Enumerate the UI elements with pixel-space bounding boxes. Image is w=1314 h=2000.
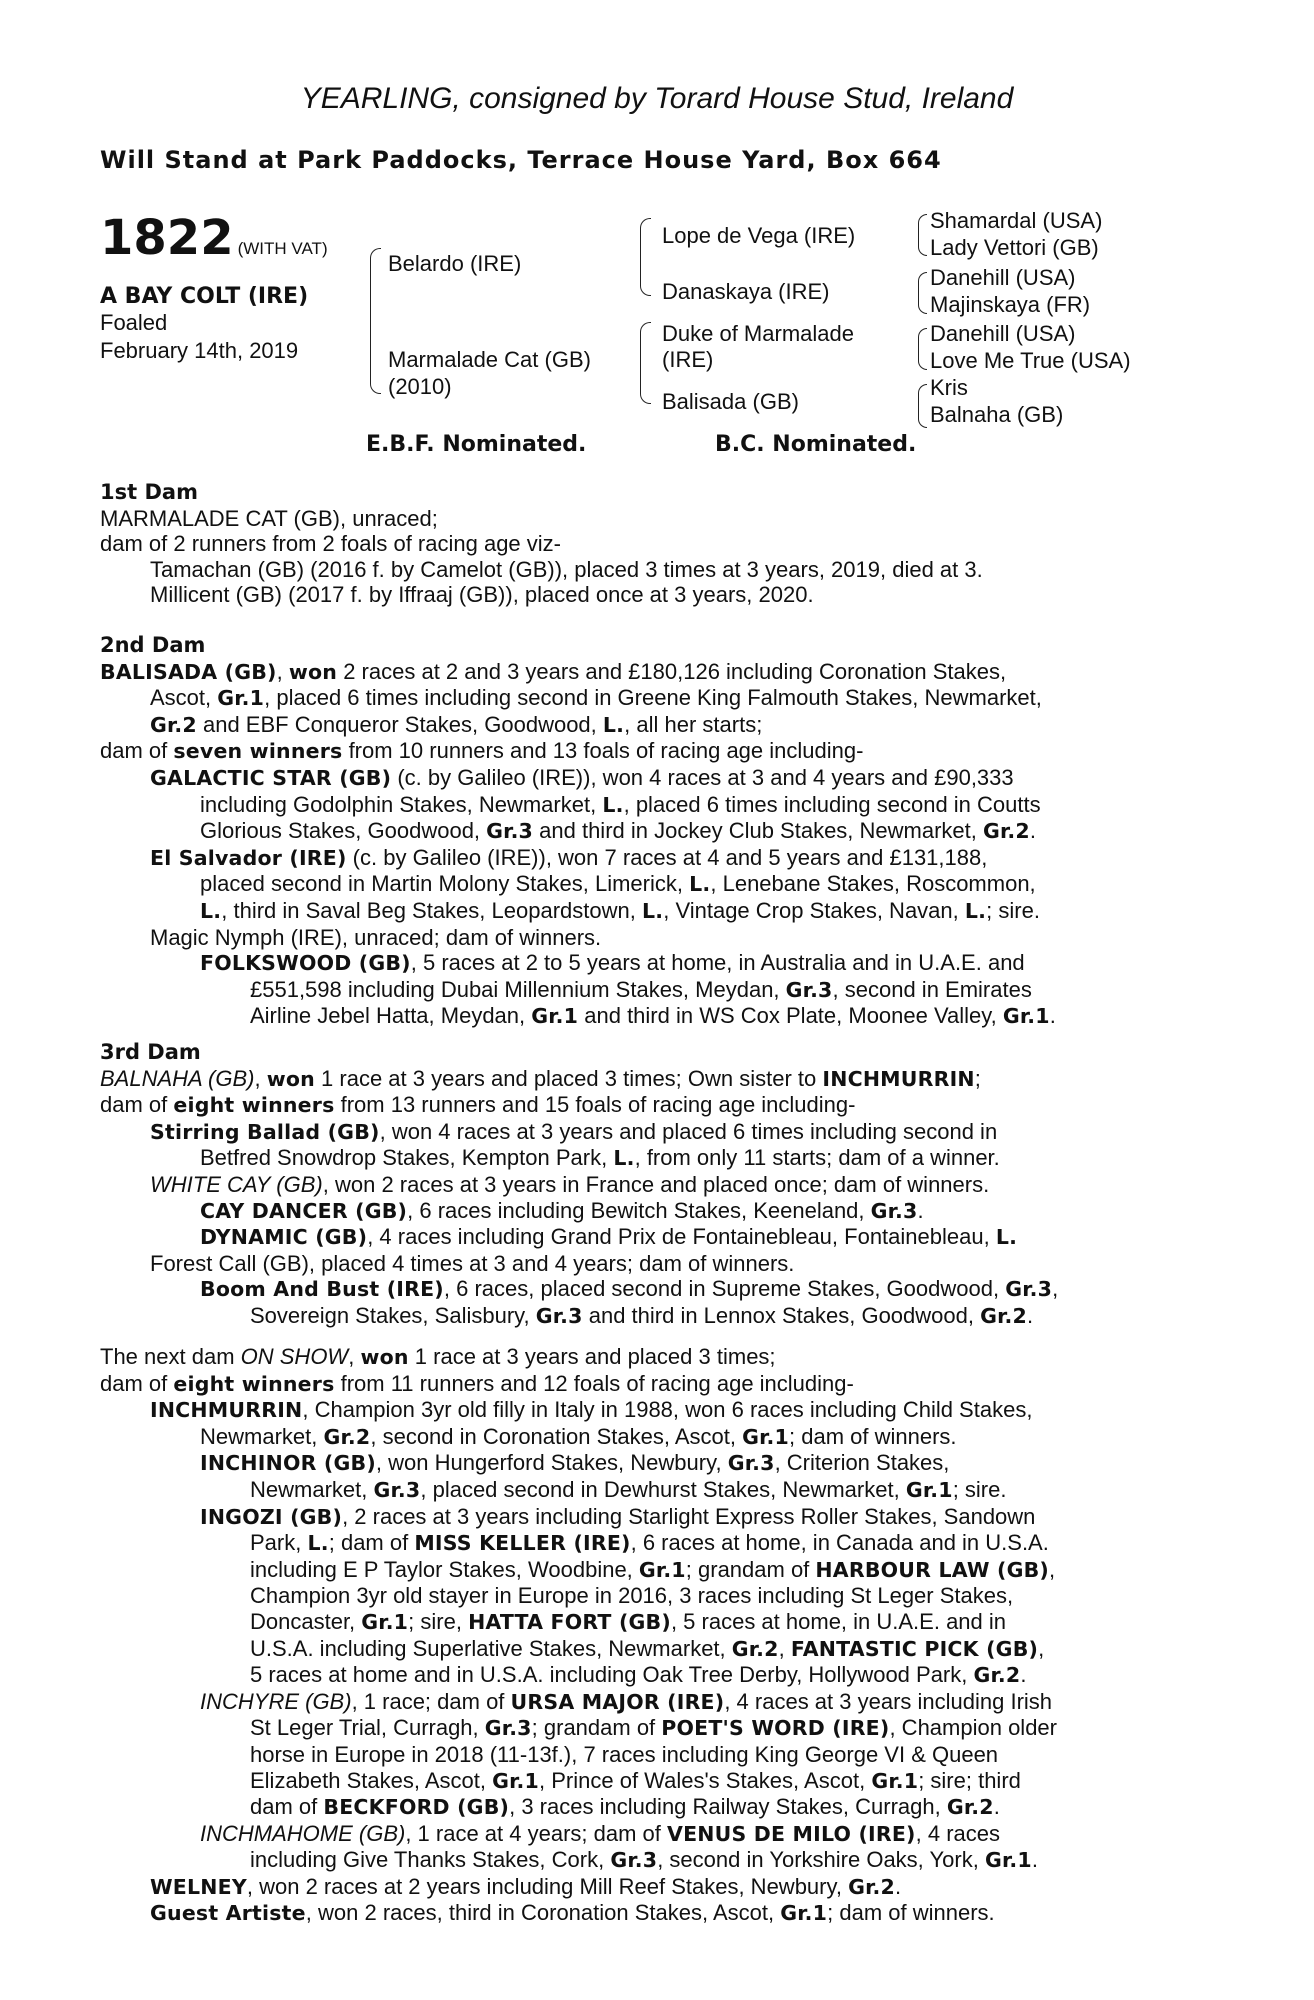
text: , won Hungerford Stakes, Newbury, [375,1450,728,1476]
next-dam-line [100,1344,1210,1371]
grade-label: Gr.1 [361,1609,409,1634]
next-dam-line [100,1371,1210,1398]
text: , [1049,1556,1056,1582]
horse-name: GALACTIC STAR (GB) [150,765,392,790]
progeny-line [100,1424,1210,1451]
text: ; grandam of [531,1715,662,1741]
progeny-line [100,1172,1210,1198]
listed-label: L. [307,1531,329,1556]
text: 1 race at 3 years and placed 3 times; [408,1344,776,1369]
text: , 3 races including Railway Stakes, Curragh, [509,1794,947,1820]
horse-name: WELNEY [150,1874,247,1899]
grade-label: Gr.1 [531,1004,579,1029]
text: , 6 races at home, in Canada and in U.S.A. [630,1530,1049,1556]
text: including Give Thanks Stakes, Cork, [250,1847,611,1873]
progeny-line [100,898,1210,925]
listed-label: L. [602,792,624,817]
text: , 1 race; dam of [351,1688,511,1714]
won-label: won [360,1345,409,1369]
progeny-line [100,1477,1210,1504]
text: dam of [100,1370,174,1396]
text: , won 2 races, third in Coronation Stakes, Ascot, [305,1900,781,1926]
horse-name: CAY DANCER (GB) [200,1198,408,1223]
text: dam of [100,738,174,764]
horse-name: Guest Artiste [150,1901,306,1926]
text: . [1049,1003,1056,1029]
text: Glorious Stakes, Goodwood, [200,818,487,844]
text: £551,598 including Dubai Millennium Stakes, Meydan, [250,976,786,1002]
pedigree-brace-sd [918,272,927,314]
text: Elizabeth Stakes, Ascot, [250,1767,493,1793]
grade-label: Gr.2 [983,819,1030,844]
pedigree-sd-sire: Danehill (USA) [930,265,1076,290]
horse-name: INCHMURRIN [822,1066,975,1091]
third-dam-line [100,1092,1210,1119]
grade-label: Gr.3 [785,977,833,1002]
text: Park, [250,1530,308,1556]
text: , won 2 races at 2 years including Mill Reef Stakes, Newbury, [246,1873,849,1899]
text: ; dam of [328,1530,415,1556]
progeny-line [100,1715,1210,1742]
first-dam-title: 1st Dam [100,480,198,504]
text: placed second in Martin Molony Stakes, Limerick, [200,871,690,897]
progeny-line [100,1794,1210,1821]
grade-label: Gr.3 [484,1716,532,1741]
text: The next dam [100,1344,241,1369]
grade-label: Gr.3 [1005,1277,1053,1302]
text: , Champion 3yr old filly in Italy in 1988, won 6 races including Child Stakes, [302,1397,1033,1423]
listed-label: L. [613,1146,635,1171]
text: from 13 runners and 15 foals of racing age including- [334,1092,856,1118]
pedigree-sire: Belardo (IRE) [388,251,522,276]
horse-name: INCHINOR (GB) [200,1451,376,1476]
text: , Criterion Stakes, [774,1450,950,1476]
first-dam-section [100,480,1210,608]
grade-label: Gr.1 [217,686,265,711]
horse-name: El Salvador (IRE) [150,845,347,870]
second-dam-line [100,659,1210,686]
progeny-line [100,1276,1210,1303]
text: (c. by Galileo (IRE)), won 7 races at 4 and 5 years and £131,188, [346,844,988,870]
progeny-line [100,1900,1210,1927]
horse-name: BALISADA (GB) [100,659,277,684]
grade-label: Gr.2 [980,1303,1027,1328]
second-dam-line [100,712,1210,739]
progeny-line [100,1303,1210,1330]
text: Newmarket, [200,1423,324,1449]
pedigree-brace-ss [918,214,927,256]
progeny-line [100,1003,1210,1030]
winners-count: seven winners [173,739,343,764]
horse-name: HATTA FORT (GB) [468,1609,671,1634]
lot-number: 1822 [100,210,234,266]
text: , placed second in Dewhurst Stakes, Newmarket, [420,1476,906,1502]
horse-name: URSA MAJOR (IRE) [510,1689,725,1714]
text: , from only 11 starts; dam of a winner. [634,1145,1000,1171]
text: 5 races at home and in U.S.A. including Oak Tree Derby, Hollywood Park, [250,1662,974,1688]
grade-label: Gr.1 [984,1848,1032,1873]
text: , [778,1635,785,1661]
text: 2 races at 2 and 3 years and £180,126 including Coronation Stakes, [337,658,1007,684]
listed-label: L. [995,1225,1018,1250]
progeny-line: Champion 3yr old stayer in Europe in 2016, 3 races including St Leger Stakes, [250,1583,1014,1609]
second-dam-title: 2nd Dam [100,633,206,657]
pedigree-ds-dam: Love Me True (USA) [930,348,1131,373]
listed-label: L. [602,712,625,737]
pedigree-brace-ds [918,328,927,370]
text: and third in WS Cox Plate, Moonee Valley, [578,1003,1003,1029]
grade-label: Gr.2 [150,712,197,737]
grade-label: Gr.1 [905,1477,953,1502]
horse-name: WHITE CAY (GB) [150,1171,323,1197]
text: , Champion older [889,1715,1057,1741]
progeny-line [100,1662,1210,1689]
progeny-line [100,818,1210,845]
grade-label: Gr.3 [870,1198,918,1223]
horse-name: MISS KELLER (IRE) [414,1531,631,1556]
first-dam-progeny: Millicent (GB) (2017 f. by Iffraaj (GB)), placed once at 3 years, 2020. [150,582,814,608]
progeny-line [100,1874,1210,1901]
horse-name: FOLKSWOOD (GB) [200,951,411,976]
grade-label: Gr.2 [946,1795,994,1820]
text: , 6 races including Bewitch Stakes, Keeneland, [407,1197,871,1223]
pedigree-dd-dam: Balnaha (GB) [930,402,1064,427]
listed-label: L. [964,898,987,923]
text: Betfred Snowdrop Stakes, Kempton Park, [200,1145,614,1171]
pedigree-ss-dam: Lady Vettori (GB) [930,235,1099,260]
second-dam-line [100,738,1210,765]
lot-description: A BAY COLT (IRE) [100,284,309,309]
pedigree-dd-sire: Kris [930,375,968,400]
text: . [1031,1847,1038,1873]
horse-name: BECKFORD (GB) [323,1795,510,1820]
text: , won 2 races at 3 years in France and placed once; dam of winners. [322,1171,990,1197]
progeny-line [100,871,1210,898]
grade-label: Gr.1 [871,1768,919,1793]
pedigree-dam-year: (2010) [388,374,452,399]
pedigree-ds-sire: Danehill (USA) [930,321,1076,346]
won-label: won [288,659,338,684]
text: , second in Yorkshire Oaks, York, [657,1847,985,1873]
pedigree-sd-dam: Majinskaya (FR) [930,292,1091,317]
pedigree-dam-sire-2: (IRE) [662,347,714,372]
progeny-line [100,1847,1210,1874]
text: Sovereign Stakes, Salisbury, [250,1302,536,1328]
second-dam-line [100,685,1210,712]
text: , Prince of Wales's Stakes, Ascot, [539,1767,872,1793]
progeny-line [100,1636,1210,1663]
text: dam of [250,1794,324,1820]
text: Ascot, [150,685,218,711]
text: Airline Jebel Hatta, Meydan, [250,1003,532,1029]
progeny-line [100,1198,1210,1225]
lot-info [100,210,360,365]
horse-name: INCHYRE (GB) [200,1688,352,1714]
pedigree-dam-dam: Balisada (GB) [662,389,799,414]
foaled-date: February 14th, 2019 [100,338,299,363]
venue-line: Will Stand at Park Paddocks, Terrace House Yard, Box 664 [100,146,942,174]
third-dam-line [100,1066,1210,1093]
first-dam-progeny: Tamachan (GB) (2016 f. by Camelot (GB)), placed 3 times at 3 years, 2019, died at 3. [150,556,983,582]
comma: , [254,1065,261,1091]
won-label: won [266,1066,315,1091]
progeny-line [100,1609,1210,1636]
comma: , [276,658,283,684]
ebf-nominated: E.B.F. Nominated. [366,432,587,457]
text: Doncaster, [250,1608,362,1634]
text: and third in Lennox Stakes, Goodwood, [582,1302,981,1328]
horse-name: ON SHOW [240,1344,349,1369]
listed-label: L. [200,898,222,923]
second-dam-section [100,633,1210,1030]
horse-name: POET'S WORD (IRE) [661,1716,890,1741]
text: ; dam of winners. [827,1900,995,1926]
text: from 11 runners and 12 foals of racing age including- [334,1370,854,1396]
text: and EBF Conqueror Stakes, Goodwood, [196,711,603,737]
progeny-line [100,765,1210,792]
grade-label: Gr.1 [492,1768,540,1793]
text: , 2 races at 3 years including Starlight Express Roller Stakes, Sandown [342,1503,1036,1529]
progeny-line [100,792,1210,819]
text: , Lenebane Stakes, Roscommon, [710,871,1036,897]
progeny-line [100,1397,1210,1424]
progeny-line [100,1821,1210,1848]
text: ; [974,1065,981,1091]
progeny-line: horse in Europe in 2018 (11-13f.), 7 races including King George VI & Queen [250,1741,999,1767]
third-dam-section [100,1040,1210,1330]
progeny-line [100,1145,1210,1172]
grade-label: Gr.2 [323,1424,371,1449]
progeny-line [100,1450,1210,1477]
foaled-label: Foaled [100,310,168,335]
horse-name: VENUS DE MILO (IRE) [667,1821,916,1846]
text: . [917,1197,924,1223]
comma: , [348,1344,355,1369]
grade-label: Gr.1 [780,1901,828,1926]
text: including Godolphin Stakes, Newmarket, [200,791,603,817]
text: St Leger Trial, Curragh, [250,1715,485,1741]
text: ; sire; third [918,1767,1021,1793]
vat-label: (WITH VAT) [237,239,328,258]
text: . [1026,1302,1034,1328]
progeny-line [100,977,1210,1004]
grade-label: Gr.3 [373,1477,421,1502]
progeny-line [100,1768,1210,1795]
text: ; sire, [408,1608,469,1634]
text: ; grandam of [685,1556,816,1582]
grade-label: Gr.3 [535,1303,583,1328]
pedigree-sire-sire: Lope de Vega (IRE) [662,223,856,248]
text: , Vintage Crop Stakes, Navan, [663,897,965,923]
progeny-line: Forest Call (GB), placed 4 times at 3 and 4 years; dam of winners. [150,1250,795,1276]
winners-count: eight winners [173,1093,335,1118]
text: , won 4 races at 3 years and placed 6 times including second in [379,1118,998,1144]
horse-name: INCHMURRIN [150,1398,303,1423]
pedigree-dam-sire-1: Duke of Marmalade [662,321,854,346]
bc-nominated: B.C. Nominated. [715,432,917,457]
grade-label: Gr.2 [848,1874,895,1899]
horse-name: DYNAMIC (GB) [200,1225,368,1250]
text: , 4 races including Grand Prix de Fontainebleau, Fontainebleau, [367,1224,996,1250]
grade-label: Gr.3 [610,1848,658,1873]
text: , 5 races at 2 to 5 years at home, in Australia and in U.A.E. and [410,950,1025,976]
text: U.S.A. including Superlative Stakes, Newmarket, [250,1635,732,1661]
text: , 4 races [915,1820,1000,1846]
text: , 5 races at home, in U.A.E. and in [670,1608,1007,1634]
text: dam of [100,1092,174,1118]
text: , 1 race at 4 years; dam of [405,1820,668,1846]
text: . [993,1794,1000,1820]
progeny-line [100,845,1210,872]
progeny-line [100,1557,1210,1584]
text: , 4 races at 3 years including Irish [724,1688,1053,1714]
text: and third in Jockey Club Stakes, Newmarket, [533,818,983,844]
horse-name: INCHMAHOME (GB) [200,1820,406,1846]
text: , [1052,1276,1059,1302]
first-dam-line: dam of 2 runners from 2 foals of racing age viz- [100,531,561,557]
text: , all her starts; [624,711,763,737]
third-dam-title: 3rd Dam [100,1040,201,1064]
text: (c. by Galileo (IRE)), won 4 races at 3 and 4 years and £90,333 [391,764,1014,790]
pedigree-brace-main [370,248,381,394]
listed-label: L. [641,898,664,923]
pedigree-brace-dam [640,322,651,404]
text: , second in Emirates [832,976,1032,1002]
text: , [1038,1635,1045,1661]
text: . [1029,818,1036,844]
horse-name: BALNAHA (GB) [100,1065,255,1091]
pedigree-ss-sire: Shamardal (USA) [930,208,1103,233]
grade-label: Gr.1 [742,1424,789,1449]
progeny-line [100,1504,1210,1531]
text: , placed 6 times including second in Coutts [623,791,1041,817]
horse-name: Boom And Bust (IRE) [200,1277,444,1302]
pedigree-brace-sire [640,218,651,296]
text: . [1020,1662,1027,1688]
text: ; sire. [952,1476,1007,1502]
pedigree-dam: Marmalade Cat (GB) [388,347,591,372]
horse-name: INGOZI (GB) [200,1504,343,1529]
progeny-line [100,1689,1210,1716]
progeny-line [100,1530,1210,1557]
text: , second in Coronation Stakes, Ascot, [370,1423,743,1449]
progeny-line: Magic Nymph (IRE), unraced; dam of winners. [150,924,602,950]
text: including E P Taylor Stakes, Woodbine, [250,1556,639,1582]
text: ; dam of winners. [789,1423,957,1449]
page-title: YEARLING, consigned by Torard House Stud, Ireland [300,82,1014,115]
text: Newmarket, [250,1476,374,1502]
pedigree-brace-dd [918,384,927,428]
text: 1 race at 3 years and placed 3 times; Own sister to [314,1065,823,1091]
grade-label: Gr.3 [486,819,534,844]
grade-label: Gr.3 [727,1451,775,1476]
text: . [894,1873,902,1899]
grade-label: Gr.2 [731,1636,779,1661]
winners-count: eight winners [173,1371,335,1396]
text: , third in Saval Beg Stakes, Leopardstown, [221,897,642,923]
listed-label: L. [689,872,711,897]
horse-name: Stirring Ballad (GB) [150,1119,380,1144]
grade-label: Gr.2 [973,1663,1021,1688]
progeny-line [100,1224,1210,1251]
grade-label: Gr.1 [1002,1004,1050,1029]
horse-name: HARBOUR LAW (GB) [815,1557,1049,1582]
text: from 10 runners and 13 foals of racing age including- [342,738,864,764]
text: ; sire. [986,897,1040,923]
progeny-line [100,1119,1210,1146]
next-dam-section [100,1344,1210,1927]
grade-label: Gr.1 [638,1557,686,1582]
text: , 6 races, placed second in Supreme Stakes, Goodwood, [443,1276,1006,1302]
progeny-line [100,950,1210,977]
horse-name: FANTASTIC PICK (GB) [790,1636,1039,1661]
first-dam-line: MARMALADE CAT (GB), unraced; [100,505,438,531]
pedigree-sire-dam: Danaskaya (IRE) [662,279,830,304]
text: , placed 6 times including second in Greene King Falmouth Stakes, Newmarket, [264,685,1042,711]
